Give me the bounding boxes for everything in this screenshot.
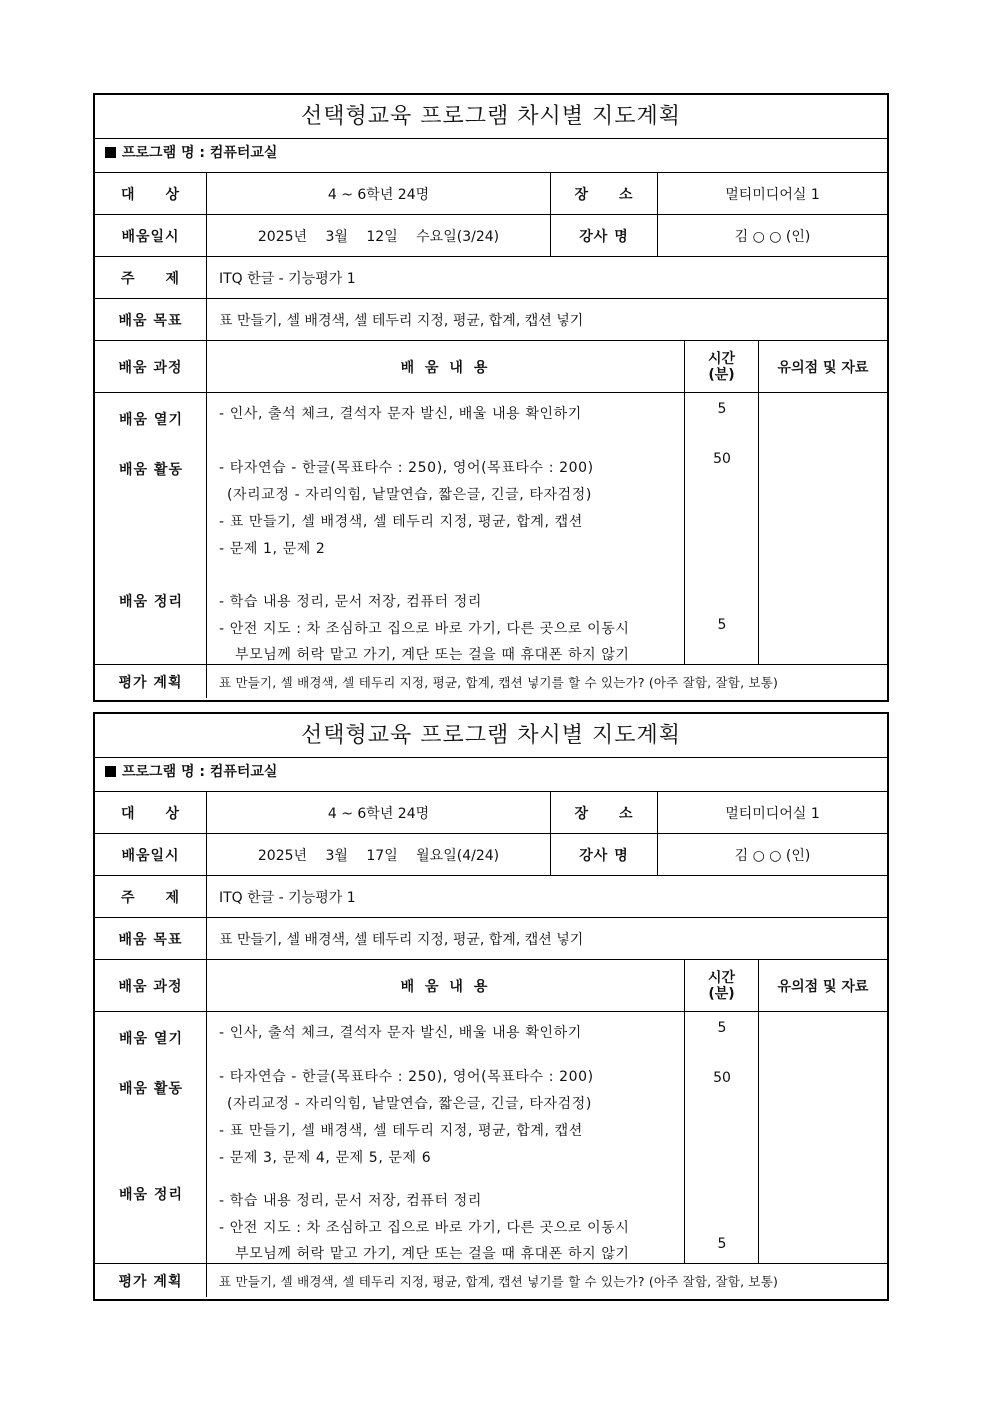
instructor-label: 강사 명 (551, 834, 658, 875)
stage-column (95, 1012, 207, 1263)
content-line: (자리교정 - 자리익힘, 낱말연습, 짧은글, 긴글, 타자검정) (227, 1096, 592, 1112)
content-line: - 타자연습 - 한글(목표타수 : 250), 영어(목표타수 : 200) (219, 460, 594, 476)
program-name (95, 758, 887, 792)
date-label: 배움일시 (95, 215, 207, 256)
target-row (95, 792, 887, 834)
stage-close: 배움 정리 (119, 1187, 183, 1203)
program-name-text: 프로그램 명 : 컴퓨터교실 (122, 764, 278, 780)
content-line: - 인사, 출석 체크, 결석자 문자 발신, 배울 내용 확인하기 (219, 1025, 582, 1041)
time-activity: 50 (713, 451, 731, 467)
time-cell (685, 393, 759, 664)
stage-column (95, 393, 207, 664)
goal-value: 표 만들기, 셀 배경색, 셀 테두리 지정, 평균, 합계, 캡션 넣기 (219, 931, 584, 948)
topic-row (95, 876, 887, 918)
content-line: - 안전 지도 : 차 조심하고 집으로 바로 가기, 다른 곳으로 이동시 (219, 621, 630, 637)
stage-activity: 배움 활동 (119, 462, 183, 478)
process-header: 배움 과정 (95, 341, 207, 392)
time-close: 5 (717, 617, 727, 633)
stage-open: 배움 열기 (119, 412, 183, 428)
date-value: 2025년 3월 12일 수요일(3/24) (207, 215, 551, 256)
time-open: 5 (717, 401, 727, 417)
topic-label: 주 제 (95, 876, 207, 917)
notes-header: 유의점 및 자료 (777, 359, 869, 376)
place-value: 멀티미디어실 1 (725, 805, 820, 822)
date-value: 2025년 3월 17일 월요일(4/24) (207, 834, 551, 875)
eval-label: 평가 계획 (95, 665, 207, 698)
program-name (95, 139, 887, 173)
lesson-plan-1 (93, 93, 889, 702)
time-header-unit: (분) (708, 366, 735, 383)
process-header-row (95, 960, 887, 1012)
time-activity: 50 (713, 1070, 731, 1086)
notes-cell (759, 393, 887, 664)
time-open: 5 (717, 1020, 727, 1036)
instructor-label: 강사 명 (551, 215, 658, 256)
goal-row (95, 918, 887, 960)
plan-title: 선택형교육 프로그램 차시별 지도계획 (95, 714, 887, 758)
time-header (685, 960, 759, 1011)
content-line: - 학습 내용 정리, 문서 저장, 컴퓨터 정리 (219, 594, 482, 610)
eval-value: 표 만들기, 셀 배경색, 셀 테두리 지정, 평균, 합계, 캡션 넣기를 할 수 있는가? (아주 잘함, 잘함, 보통) (219, 1273, 779, 1289)
goal-label: 배움 목표 (95, 918, 207, 959)
time-close: 5 (717, 1236, 727, 1252)
instructor-value: 김 ○ ○ (인) (734, 847, 811, 864)
program-name-text: 프로그램 명 : 컴퓨터교실 (122, 145, 278, 161)
date-row (95, 834, 887, 876)
place-label: 장 소 (551, 173, 658, 214)
lesson-plan-2 (93, 712, 889, 1301)
goal-value: 표 만들기, 셀 배경색, 셀 테두리 지정, 평균, 합계, 캡션 넣기 (219, 312, 584, 329)
content-line: 부모님께 허락 맡고 가기, 계단 또는 걸을 때 휴대폰 하지 않기 (235, 1246, 630, 1262)
time-header-label: 시간 (707, 350, 736, 367)
plan-title: 선택형교육 프로그램 차시별 지도계획 (95, 95, 887, 139)
square-bullet-icon (105, 147, 116, 158)
process-header-row (95, 341, 887, 393)
content-line: - 인사, 출석 체크, 결석자 문자 발신, 배울 내용 확인하기 (219, 406, 582, 422)
target-value: 4 ~ 6학년 24명 (207, 173, 551, 214)
target-row (95, 173, 887, 215)
goal-row (95, 299, 887, 341)
target-label: 대 상 (95, 792, 207, 833)
time-header-label: 시간 (707, 969, 736, 986)
topic-value: ITQ 한글 - 기능평가 1 (219, 889, 356, 906)
notes-cell (759, 1012, 887, 1263)
eval-value: 표 만들기, 셀 배경색, 셀 테두리 지정, 평균, 합계, 캡션 넣기를 할 수 있는가? (아주 잘함, 잘함, 보통) (219, 674, 779, 690)
date-row (95, 215, 887, 257)
date-label: 배움일시 (95, 834, 207, 875)
eval-row (95, 1264, 887, 1297)
content-line: - 문제 1, 문제 2 (219, 541, 326, 557)
topic-row (95, 257, 887, 299)
content-line: - 안전 지도 : 차 조심하고 집으로 바로 가기, 다른 곳으로 이동시 (219, 1220, 630, 1236)
target-label: 대 상 (95, 173, 207, 214)
content-line: 부모님께 허락 맡고 가기, 계단 또는 걸을 때 휴대폰 하지 않기 (235, 647, 630, 663)
content-header: 배 움 내 용 (207, 341, 685, 392)
topic-label: 주 제 (95, 257, 207, 298)
topic-value: ITQ 한글 - 기능평가 1 (219, 270, 356, 287)
content-cell (207, 1012, 685, 1263)
content-line: (자리교정 - 자리익힘, 낱말연습, 짧은글, 긴글, 타자검정) (227, 487, 592, 503)
eval-row (95, 665, 887, 698)
place-label: 장 소 (551, 792, 658, 833)
content-line: - 타자연습 - 한글(목표타수 : 250), 영어(목표타수 : 200) (219, 1069, 594, 1085)
content-line: - 표 만들기, 셀 배경색, 셀 테두리 지정, 평균, 합계, 캡션 (219, 514, 583, 530)
stage-close: 배움 정리 (119, 594, 183, 610)
content-line: - 문제 3, 문제 4, 문제 5, 문제 6 (219, 1150, 432, 1166)
content-line: - 표 만들기, 셀 배경색, 셀 테두리 지정, 평균, 합계, 캡션 (219, 1123, 583, 1139)
stage-activity: 배움 활동 (119, 1081, 183, 1097)
eval-label: 평가 계획 (95, 1264, 207, 1297)
notes-header: 유의점 및 자료 (777, 978, 869, 995)
time-cell (685, 1012, 759, 1263)
content-line: - 학습 내용 정리, 문서 저장, 컴퓨터 정리 (219, 1193, 482, 1209)
content-row (95, 1012, 887, 1264)
content-header: 배 움 내 용 (207, 960, 685, 1011)
goal-label: 배움 목표 (95, 299, 207, 340)
stage-open: 배움 열기 (119, 1031, 183, 1047)
time-header (685, 341, 759, 392)
square-bullet-icon (105, 766, 116, 777)
place-value: 멀티미디어실 1 (725, 186, 820, 203)
target-value: 4 ~ 6학년 24명 (207, 792, 551, 833)
process-header: 배움 과정 (95, 960, 207, 1011)
instructor-value: 김 ○ ○ (인) (734, 228, 811, 245)
time-header-unit: (분) (708, 985, 735, 1002)
content-row (95, 393, 887, 665)
content-cell (207, 393, 685, 664)
